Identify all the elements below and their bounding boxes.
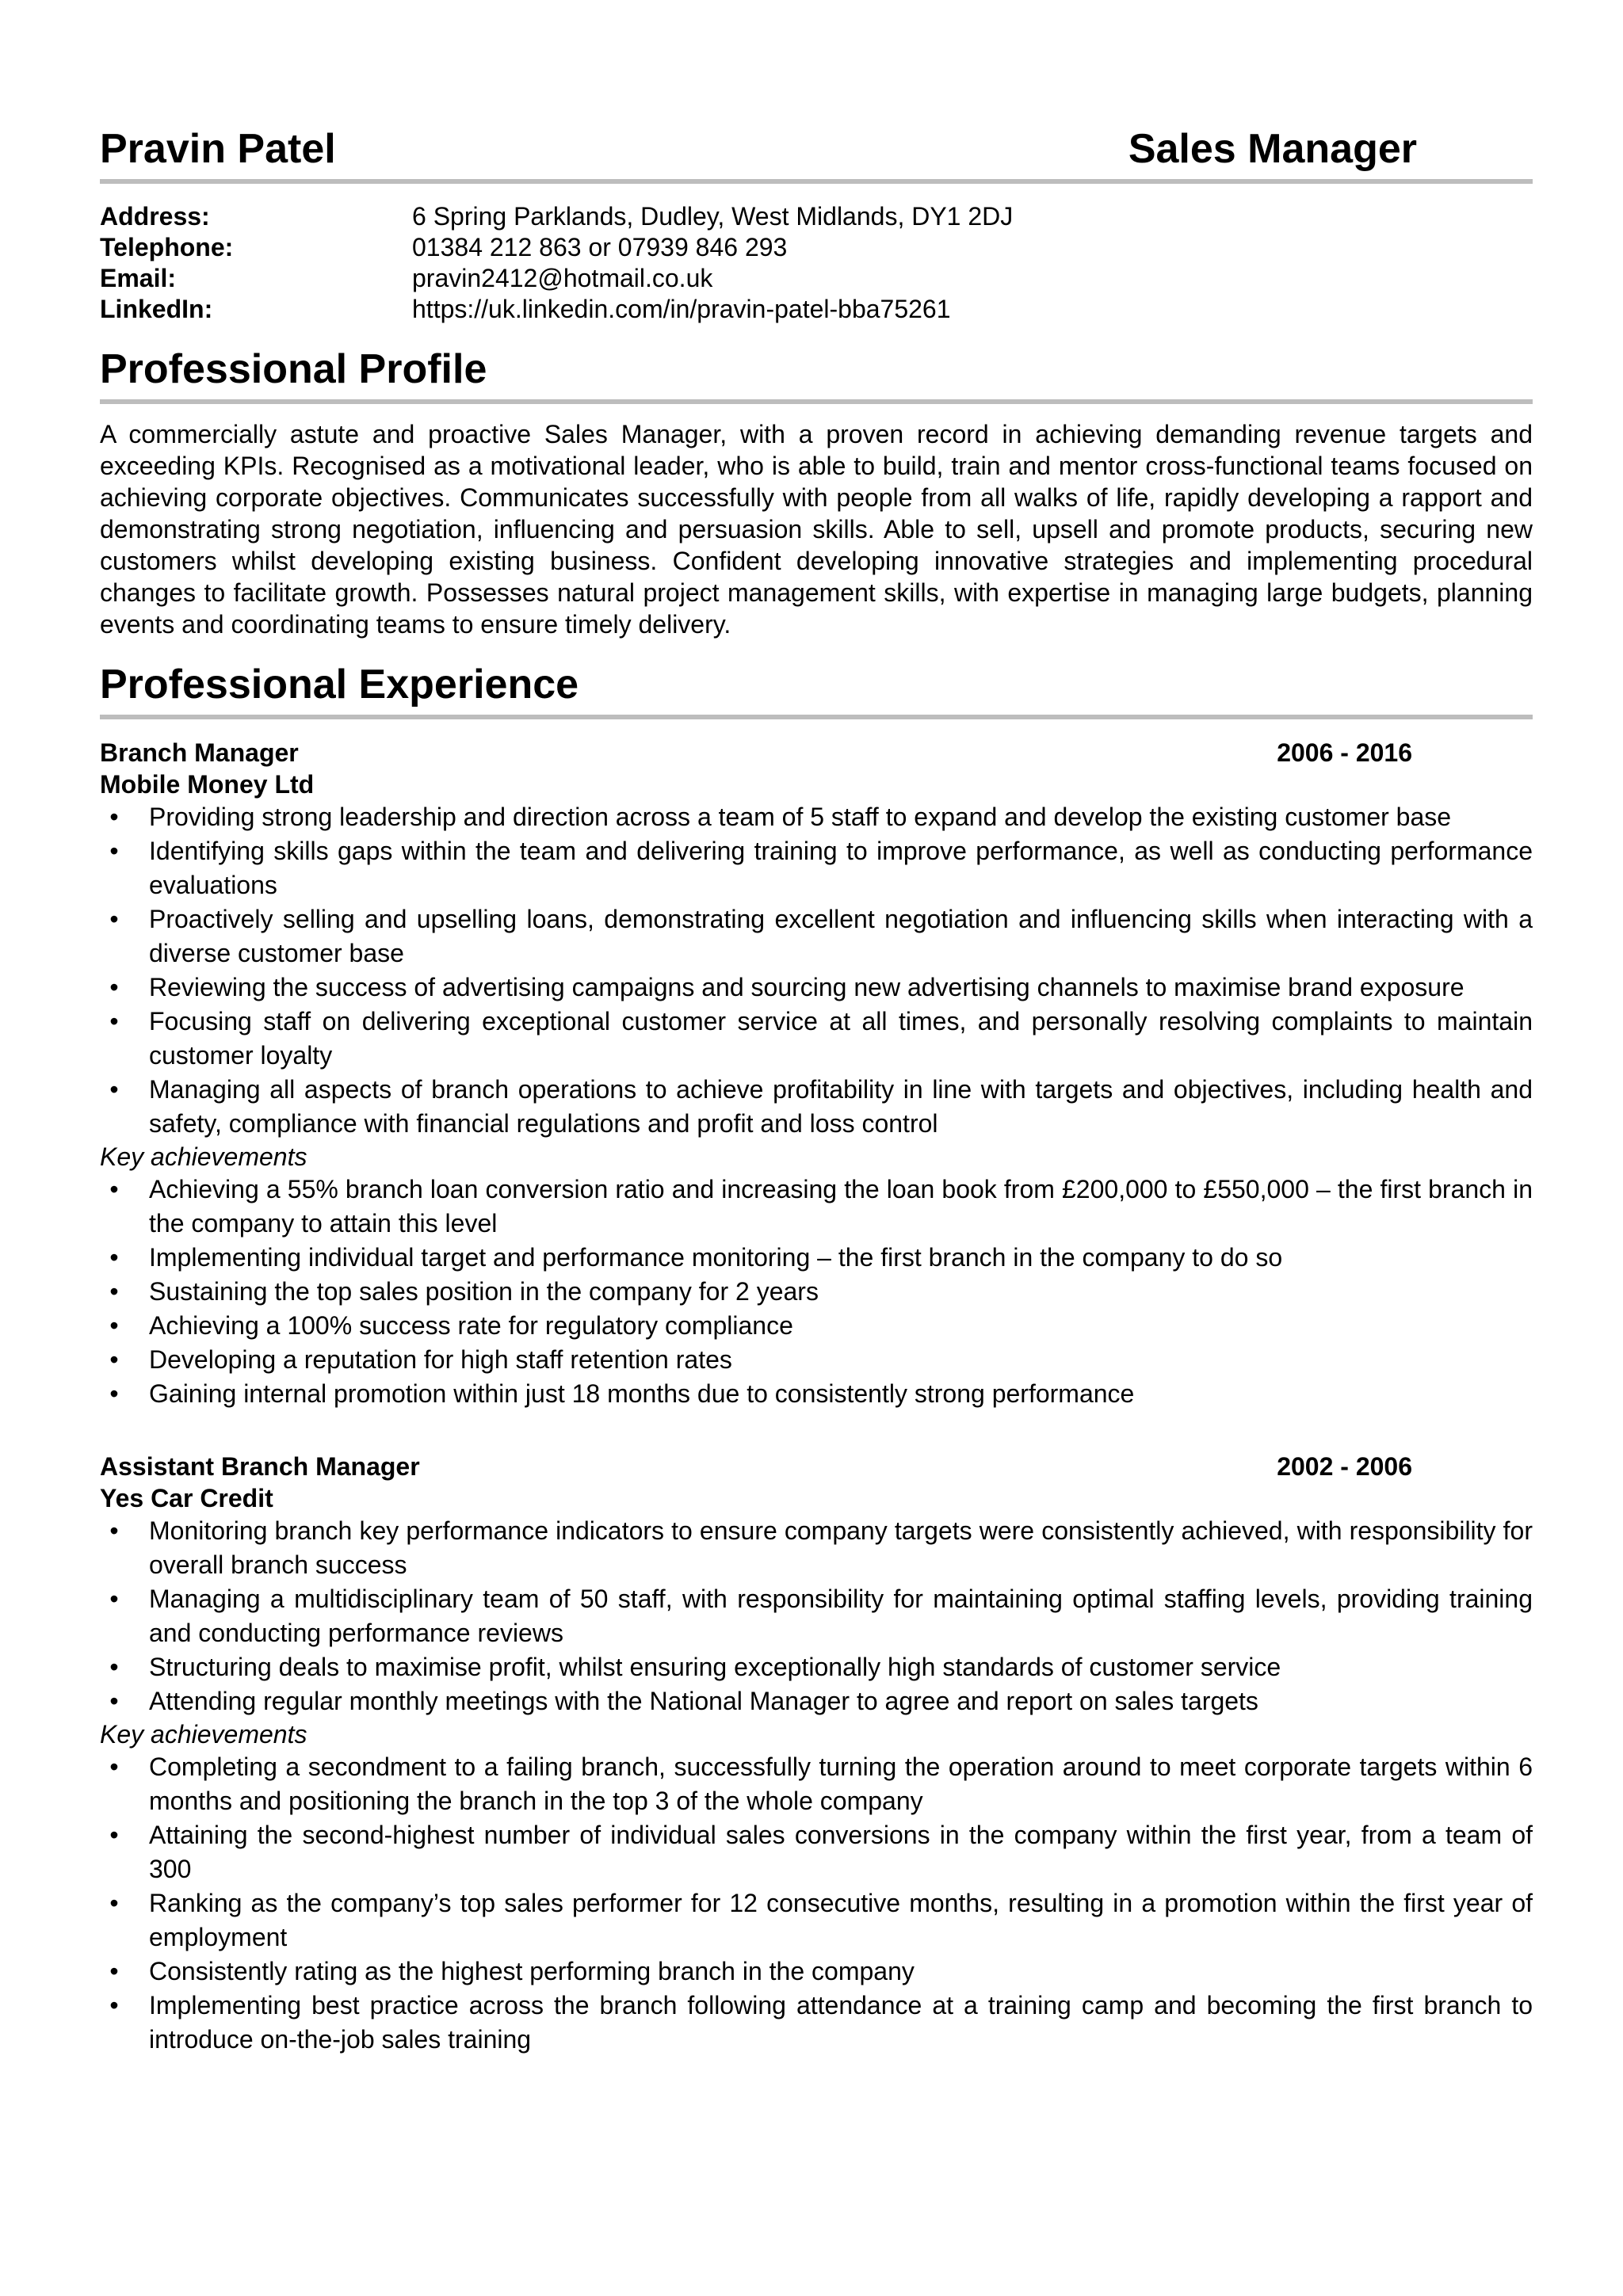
duty-list xyxy=(100,800,1533,1141)
profile-text: A commercially astute and proactive Sales Manager, with a proven record in achieving demanding revenue targets and exceeding KPIs. Recognised as a motivational leader, who is able to build, train and mentor cross-functional teams focused on achieving corporate objectives. Communicates successfully with people from all walks of life, rapidly developing a rapport and demonstrating strong negotiation, influencing and persuasion skills. Able to sell, upsell and promote products, securing new customers whilst developing existing business. Confident developing innovative strategies and implementing procedural changes to facilitate growth. Possesses natural project management skills, with expertise in managing large budgets, planning events and coordinating teams to ensure timely delivery. xyxy=(100,420,1533,639)
contact-label: Address: xyxy=(100,202,210,231)
bullet-icon: • xyxy=(109,1379,119,1408)
duty-text: Reviewing the success of advertising campaigns and sourcing new advertising channels to maximise brand exposure xyxy=(149,973,1465,1001)
bullet-icon: • xyxy=(109,973,119,1001)
achievement-text: Implementing best practice across the branch following attendance at a training camp and becoming the first branch to introduce on-the-job sales training xyxy=(149,1991,1533,2054)
bullet-icon: • xyxy=(109,1585,119,1613)
achievement-item xyxy=(100,1750,1533,1818)
duty-item xyxy=(100,902,1533,971)
achievement-item xyxy=(100,1886,1533,1955)
bullet-icon: • xyxy=(109,1007,119,1035)
bullet-icon: • xyxy=(109,1991,119,2019)
contact-details xyxy=(100,201,1533,325)
bullet-icon: • xyxy=(109,1345,119,1374)
duty-text: Managing a multidisciplinary team of 50 staff, with responsibility for maintaining optimal staffing levels, providing training and conducting performance reviews xyxy=(149,1585,1533,1647)
candidate-role: Sales Manager xyxy=(1128,126,1417,172)
bullet-icon: • xyxy=(109,1957,119,1985)
achievement-item xyxy=(100,1241,1533,1275)
bullet-icon: • xyxy=(109,905,119,933)
achievement-item xyxy=(100,1955,1533,1989)
duty-text: Structuring deals to maximise profit, whilst ensuring exceptionally high standards of customer service xyxy=(149,1653,1281,1681)
achievement-text: Completing a secondment to a failing branch, successfully turning the operation around to meet corporate targets within 6 months and positioning the branch in the top 3 of the whole company xyxy=(149,1753,1533,1815)
company-name: Mobile Money Ltd xyxy=(100,770,315,799)
job-years: 2006 - 2016 xyxy=(1277,738,1412,767)
job-years: 2002 - 2006 xyxy=(1277,1452,1412,1481)
contact-label: Email: xyxy=(100,264,177,292)
job-entry xyxy=(100,1451,1533,2057)
achievement-item xyxy=(100,1989,1533,2057)
contact-row-email xyxy=(100,263,1533,294)
bullet-icon: • xyxy=(109,1075,119,1104)
achievement-text: Achieving a 100% success rate for regulatory compliance xyxy=(149,1311,793,1340)
experience-list xyxy=(100,737,1533,2057)
duty-item xyxy=(100,1073,1533,1141)
duty-item xyxy=(100,1684,1533,1718)
experience-heading: Professional Experience xyxy=(100,662,579,707)
duty-item xyxy=(100,1650,1533,1684)
duty-text: Monitoring branch key performance indicators to ensure company targets were consistently achieved, with responsibility for overall branch success xyxy=(149,1516,1533,1579)
job-entry xyxy=(100,737,1533,1411)
duty-item xyxy=(100,1582,1533,1650)
duty-item xyxy=(100,834,1533,902)
achievement-item xyxy=(100,1309,1533,1343)
achievement-text: Achieving a 55% branch loan conversion ratio and increasing the loan book from £200,000 to £550,000 – the first branch in the company to attain this level xyxy=(149,1175,1533,1238)
job-title: Branch Manager xyxy=(100,738,299,767)
duty-text: Focusing staff on delivering exceptional customer service at all times, and personally resolving complaints to maintain customer loyalty xyxy=(149,1007,1533,1070)
achievement-text: Consistently rating as the highest performing branch in the company xyxy=(149,1957,915,1985)
achievement-item xyxy=(100,1173,1533,1241)
candidate-name: Pravin Patel xyxy=(100,126,336,172)
achievement-text: Gaining internal promotion within just 18 months due to consistently strong performance xyxy=(149,1379,1135,1408)
bullet-icon: • xyxy=(109,1175,119,1203)
profile-divider xyxy=(100,399,1533,404)
bullet-icon: • xyxy=(109,837,119,865)
key-achievements-label: Key achievements xyxy=(100,1720,307,1749)
linkedin-value: https://uk.linkedin.com/in/pravin-patel-bba75261 xyxy=(412,295,951,323)
bullet-icon: • xyxy=(109,1687,119,1715)
duty-item xyxy=(100,971,1533,1005)
job-title: Assistant Branch Manager xyxy=(100,1452,420,1481)
achievement-list xyxy=(100,1173,1533,1411)
achievement-text: Sustaining the top sales position in the company for 2 years xyxy=(149,1277,819,1306)
duty-list xyxy=(100,1514,1533,1718)
duty-text: Attending regular monthly meetings with the National Manager to agree and report on sales targets xyxy=(149,1687,1258,1715)
job-header xyxy=(100,737,1533,769)
achievement-text: Developing a reputation for high staff retention rates xyxy=(149,1345,732,1374)
bullet-icon: • xyxy=(109,803,119,831)
profile-heading: Professional Profile xyxy=(100,346,487,392)
achievement-text: Attaining the second-highest number of individual sales conversions in the company within the first year, from a team of 300 xyxy=(149,1821,1533,1883)
contact-label: LinkedIn: xyxy=(100,295,213,323)
duty-item xyxy=(100,1005,1533,1073)
duty-text: Providing strong leadership and direction across a team of 5 staff to expand and develop the existing customer base xyxy=(149,803,1452,831)
company-name: Yes Car Credit xyxy=(100,1484,273,1512)
job-header xyxy=(100,1451,1533,1482)
bullet-icon: • xyxy=(109,1243,119,1272)
bullet-icon: • xyxy=(109,1821,119,1849)
address-value: 6 Spring Parklands, Dudley, West Midlands, DY1 2DJ xyxy=(412,202,1014,231)
achievement-item xyxy=(100,1343,1533,1377)
duty-text: Managing all aspects of branch operations to achieve profitability in line with targets and objectives, including health and safety, compliance with financial regulations and profit and loss control xyxy=(149,1075,1533,1138)
contact-row-telephone xyxy=(100,232,1533,263)
bullet-icon: • xyxy=(109,1277,119,1306)
achievement-item xyxy=(100,1275,1533,1309)
duty-text: Identifying skills gaps within the team and delivering training to improve performance, as well as conducting performance evaluations xyxy=(149,837,1533,899)
telephone-value: 01384 212 863 or 07939 846 293 xyxy=(412,233,788,261)
achievement-item xyxy=(100,1818,1533,1886)
duty-item xyxy=(100,1514,1533,1582)
bullet-icon: • xyxy=(109,1311,119,1340)
achievement-text: Ranking as the company’s top sales performer for 12 consecutive months, resulting in a promotion within the first year of employment xyxy=(149,1889,1533,1951)
duty-text: Proactively selling and upselling loans, demonstrating excellent negotiation and influencing skills when interacting with a diverse customer base xyxy=(149,905,1533,967)
contact-row-address xyxy=(100,201,1533,232)
achievement-text: Implementing individual target and performance monitoring – the first branch in the company to do so xyxy=(149,1243,1283,1272)
contact-row-linkedin xyxy=(100,294,1533,325)
key-achievements-label: Key achievements xyxy=(100,1142,307,1171)
achievement-item xyxy=(100,1377,1533,1411)
bullet-icon: • xyxy=(109,1753,119,1781)
experience-divider xyxy=(100,715,1533,719)
duty-item xyxy=(100,800,1533,834)
cv-header xyxy=(100,119,1533,179)
achievement-list xyxy=(100,1750,1533,2057)
email-value: pravin2412@hotmail.co.uk xyxy=(412,264,713,292)
header-divider xyxy=(100,179,1533,184)
bullet-icon: • xyxy=(109,1516,119,1545)
contact-label: Telephone: xyxy=(100,233,234,261)
bullet-icon: • xyxy=(109,1653,119,1681)
bullet-icon: • xyxy=(109,1889,119,1917)
